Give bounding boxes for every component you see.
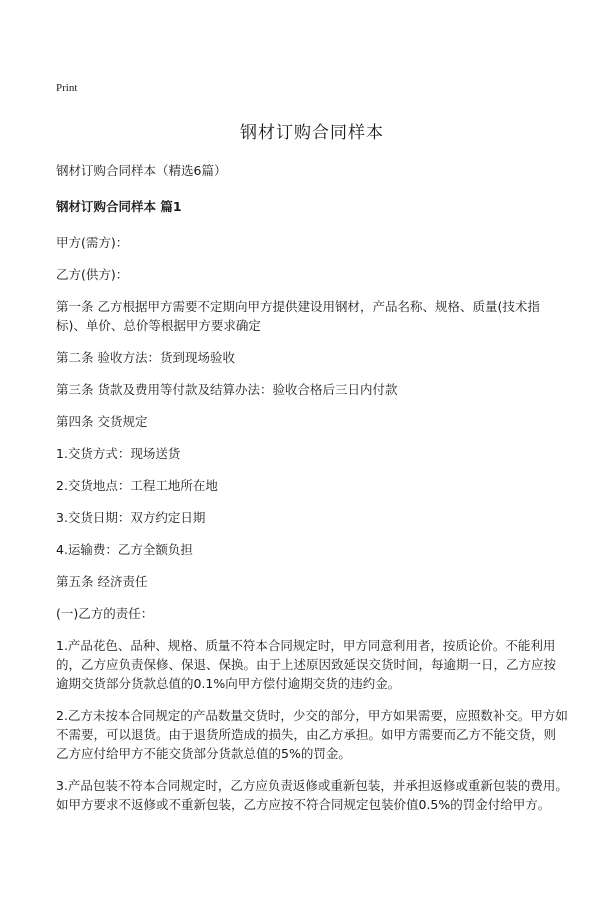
- supplier-responsibility-heading: (一)乙方的责任：: [56, 606, 154, 621]
- article-2: 第二条 验收方法：货到现场验收: [56, 350, 235, 365]
- transport-fee: 4.运输费：乙方全额负担: [56, 542, 193, 557]
- clause-1: 1.产品花色、品种、规格、质量不符本合同规定时，甲方同意利用者，按质论价。不能利用的，乙方应负责保修、保退、保换。由于上述原因致延误交货时间，每逾期一日，乙方应按逾期交货部分货款总值的0.1%向甲方偿付逾期交货的违约金。: [56, 638, 557, 691]
- article-5: 第五条 经济责任: [56, 574, 148, 589]
- clause-3: 3.产品包装不符本合同规定时，乙方应负责返修或重新包装，并承担返修或重新包装的费用。如甲方要求不返修或不重新包装，乙方应按不符合同规定包装价值0.5%的罚金付给甲方。: [56, 778, 568, 812]
- delivery-location: 2.交货地点：工程工地所在地: [56, 478, 218, 493]
- article-4: 第四条 交货规定: [56, 414, 148, 429]
- document-subtitle: 钢材订购合同样本（精选6篇）: [56, 163, 227, 178]
- party-a: 甲方(需方)：: [56, 235, 129, 250]
- delivery-method: 1.交货方式：现场送货: [56, 446, 181, 461]
- document-title: 钢材订购合同样本: [240, 123, 384, 143]
- clause-2: 2.乙方未按本合同规定的产品数量交货时，少交的部分，甲方如果需要，应照数补交。甲方如不需要，可以退货。由于退货所造成的损失，由乙方承担。如甲方需要而乙方不能交货，则乙方应付给甲方不能交货部分货款总值的5%的罚金。: [56, 708, 568, 761]
- section-heading: 钢材订购合同样本 篇1: [56, 199, 182, 214]
- article-3: 第三条 货款及费用等付款及结算办法：验收合格后三日内付款: [56, 382, 398, 397]
- print-link[interactable]: Print: [56, 82, 78, 94]
- delivery-date: 3.交货日期：双方约定日期: [56, 510, 206, 525]
- article-1: 第一条 乙方根据甲方需要不定期向甲方提供建设用钢材，产品名称、规格、质量(技术指标)、单价、总价等根据甲方要求确定: [56, 299, 540, 333]
- party-b: 乙方(供方)：: [56, 267, 129, 282]
